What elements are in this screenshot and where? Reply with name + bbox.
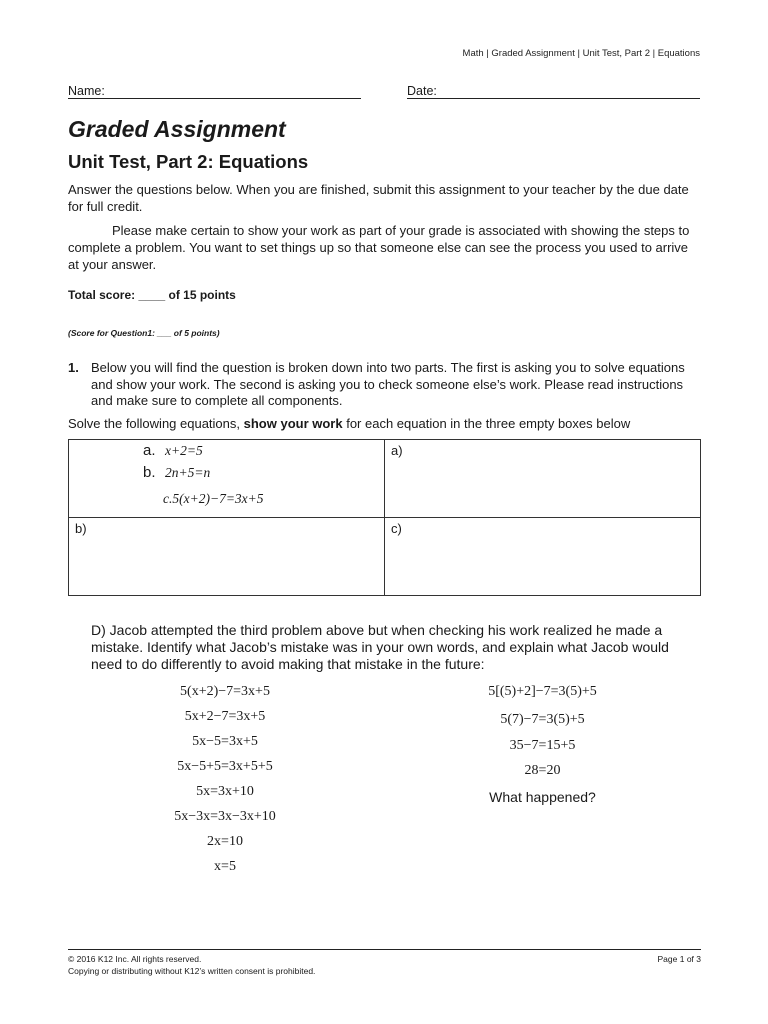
box-a-label: a)	[391, 443, 403, 458]
eq-b: 2n+5=n	[165, 465, 211, 480]
question-number: 1.	[68, 360, 79, 375]
page-subtitle: Unit Test, Part 2: Equations	[68, 151, 309, 172]
step-line: 5x−3x=3x−3x+10	[174, 809, 276, 824]
header-breadcrumb: Math | Graded Assignment | Unit Test, Part 2 | Equations	[462, 48, 700, 59]
question-text: Below you will find the question is broken down into two parts. The first is asking you to solve equations and show your work. The second is asking you to check someone else’s work. Please read instructions and make sure to complete all components.	[91, 360, 685, 408]
solve-instruction	[68, 416, 630, 431]
answer-box-a[interactable]	[385, 440, 701, 518]
step-line: 5x−5=3x+5	[192, 734, 258, 749]
eq-c: c.5(x+2)−7=3x+5	[163, 491, 264, 506]
eq-a-letter: a.	[143, 442, 156, 459]
check-line: 28=20	[524, 763, 561, 778]
date-label: Date:	[407, 84, 437, 98]
box-c-label: c)	[391, 521, 402, 536]
copyright: © 2016 K12 Inc. All rights reserved.	[68, 954, 202, 964]
step-line: x=5	[214, 859, 236, 874]
jacob-steps-left	[130, 684, 320, 884]
check-line: 35−7=15+5	[509, 738, 576, 753]
step-line: 5x+2−7=3x+5	[184, 709, 266, 724]
step-line: 5x−5+5=3x+5+5	[177, 759, 273, 774]
name-field[interactable]	[68, 98, 361, 99]
part-d-text: D) Jacob attempted the third problem above but when checking his work realized he made a mistake. Identify what Jacob’s mistake was in your own words, and explain what Jacob would need to do differently to avoid making that mistake in the future:	[91, 622, 669, 672]
check-line: 5[(5)+2]−7=3(5)+5	[488, 684, 597, 699]
step-line: 2x=10	[207, 834, 243, 849]
check-line: 5(7)−7=3(5)+5	[500, 712, 585, 727]
what-happened: What happened?	[489, 789, 596, 805]
step-line: 5x=3x+10	[196, 784, 254, 799]
answer-box-b[interactable]	[69, 518, 385, 596]
question-score: (Score for Question1: ___ of 5 points)	[68, 328, 220, 338]
solve-suffix: for each equation in the three empty boxes below	[342, 416, 631, 431]
page-title: Graded Assignment	[68, 116, 286, 142]
jacob-steps-right	[450, 684, 635, 814]
date-field[interactable]	[407, 98, 700, 99]
page-number: Page 1 of 3	[657, 954, 701, 964]
copy-notice: Copying or distributing without K12’s written consent is prohibited.	[68, 966, 316, 976]
step-line: 5(x+2)−7=3x+5	[180, 684, 270, 699]
solve-bold: show your work	[243, 416, 343, 431]
eq-a: x+2=5	[165, 443, 203, 458]
work-table	[68, 439, 701, 596]
total-score: Total score: ____ of 15 points	[68, 288, 236, 302]
answer-box-c[interactable]	[385, 518, 701, 596]
eq-b-letter: b.	[143, 464, 156, 481]
intro-paragraph: Answer the questions below. When you are finished, submit this assignment to your teacher by the due date for full credit.	[68, 182, 689, 214]
instructions-paragraph: Please make certain to show your work as part of your grade is associated with showing the steps to complete a problem. You want to set things up so that someone else can see the process you used to arrive at your answer.	[68, 223, 690, 272]
solve-prefix: Solve the following equations,	[68, 416, 244, 431]
box-b-label: b)	[75, 521, 87, 536]
footer-left	[68, 953, 315, 977]
footer-divider	[68, 949, 701, 950]
name-label: Name:	[68, 84, 105, 98]
equations-cell	[69, 440, 385, 518]
